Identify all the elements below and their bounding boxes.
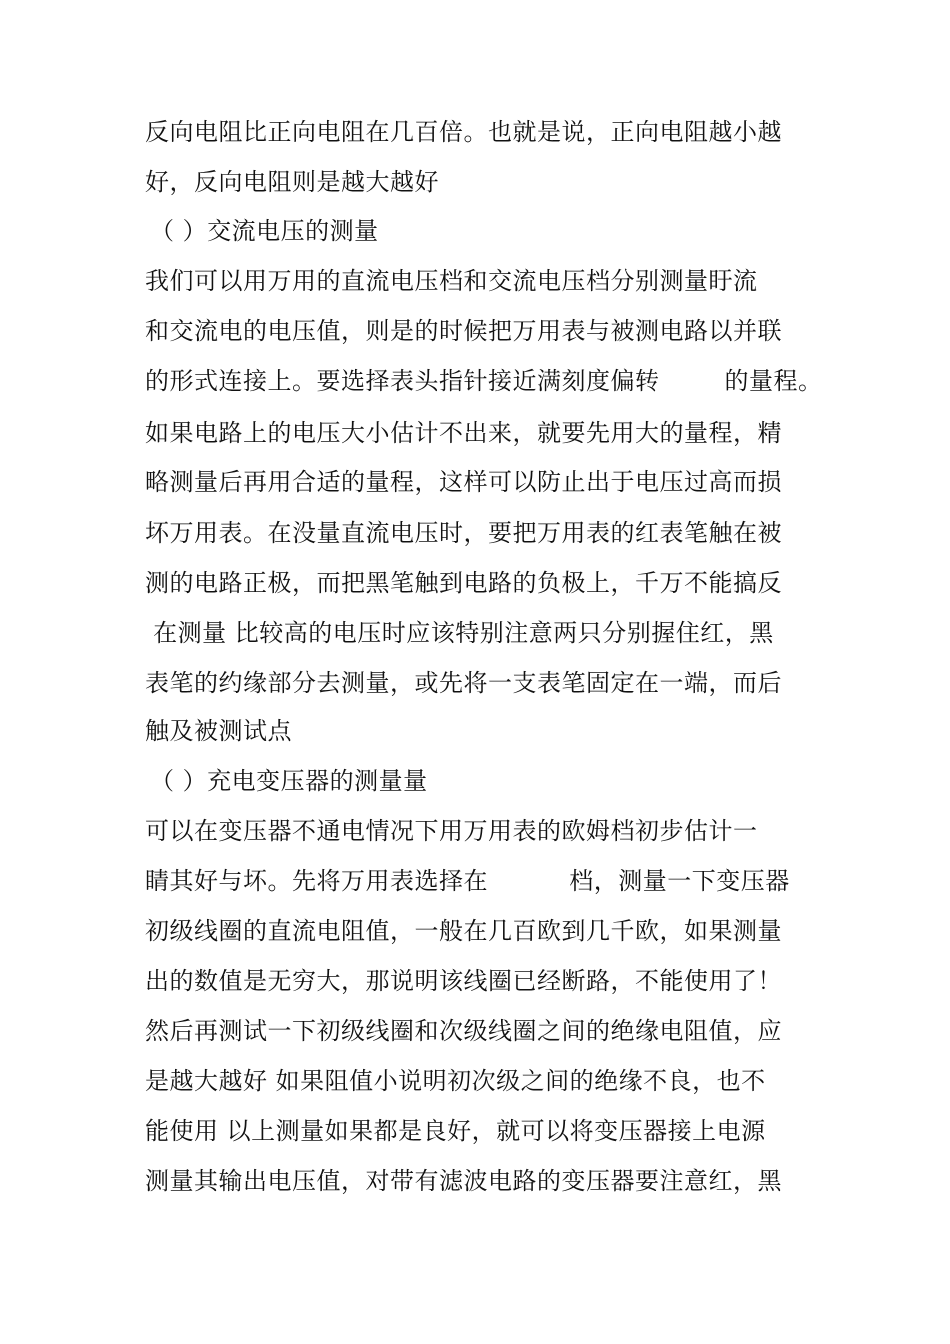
text-line: 是越大越好 如果阻值小说明初次级之间的绝缘不良，也不 (145, 1067, 766, 1095)
text-line: 初级线圈的直流电阻值，一般在几百欧到几千欧，如果测量 (145, 917, 782, 945)
text-line: 可以在变压器不通电情况下用万用表的欧姆档初步估计一 (145, 817, 758, 845)
text-line: 如果电路上的电压大小估计不出来，就要先用大的量程，精 (145, 419, 782, 447)
text-line: 测的电路正极，而把黑笔触到电路的负极上，千万不能搞反 (145, 569, 782, 597)
text-line: 测量其输出电压值，对带有滤波电路的变压器要注意红，黑 (145, 1167, 782, 1195)
text-line: 好，反向电阻则是越大越好 (145, 168, 439, 196)
section-heading: （ ）交流电压的测量 (150, 217, 379, 245)
text-line: 我们可以用万用的直流电压档和交流电压档分别测量盱流 (145, 267, 758, 295)
section-heading: （ ）充电变压器的测量量 (150, 767, 428, 795)
text-line: 在测量 比较高的电压时应该特别注意两只分别握住红，黑 (145, 619, 774, 647)
text-line: 触及被测试点 (145, 717, 292, 745)
text-line: 的形式连接上。要选择表头指针接近满刻度偏转 的量程。 (145, 367, 823, 395)
text-line: 反向电阻比正向电阻在几百倍。也就是说，正向电阻越小越 (145, 118, 782, 146)
text-line: 出的数值是无穷大，那说明该线圈已经断路，不能使用了！ (145, 967, 782, 995)
text-line: 表笔的约缘部分去测量，或先将一支表笔固定在一端，而后 (145, 669, 782, 697)
text-line: 然后再测试一下初级线圈和次级线圈之间的绝缘电阻值，应 (145, 1017, 782, 1045)
text-line: 睛其好与坏。先将万用表选择在 档，测量一下变压器 (145, 867, 790, 895)
text-line: 能使用 以上测量如果都是良好，就可以将变压器接上电源 (145, 1117, 766, 1145)
text-line: 略测量后再用合适的量程，这样可以防止出于电压过高而损 (145, 468, 782, 496)
text-line: 坏万用表。在没量直流电压时，要把万用表的红表笔触在被 (145, 519, 782, 547)
text-line: 和交流电的电压值，则是的时候把万用表与被测电路以并联 (145, 317, 782, 345)
